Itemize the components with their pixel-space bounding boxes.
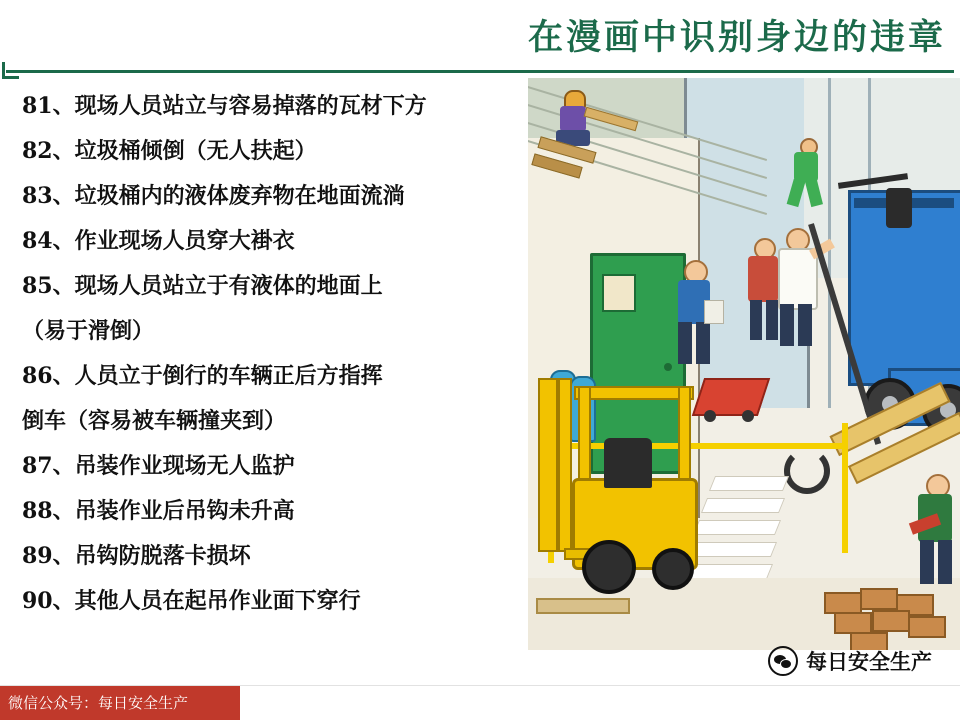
list-item: 87、吊装作业现场无人监护 xyxy=(22,453,295,479)
floor-marking-line xyxy=(842,423,848,553)
wechat-icon xyxy=(768,646,798,676)
brick xyxy=(824,592,862,614)
worker-leg xyxy=(766,300,778,340)
list-item: 85、现场人员站立于有液体的地面上 xyxy=(22,273,383,299)
header-divider xyxy=(6,70,954,73)
wechat-badge xyxy=(768,646,932,676)
wechat-label: 每日安全生产 xyxy=(806,649,932,674)
worker-torso xyxy=(748,256,778,302)
crane-hook xyxy=(784,448,830,494)
forklift-wheel xyxy=(652,548,694,590)
worker-leg xyxy=(938,540,952,584)
brick xyxy=(860,588,898,610)
list-item: 83、垃圾桶内的液体废弃物在地面流淌 xyxy=(22,183,405,209)
crosswalk-stripe xyxy=(709,476,789,491)
red-cart xyxy=(692,378,770,416)
list-item: 82、垃圾桶倾倒（无人扶起） xyxy=(22,138,317,164)
list-item: 倒车（容易被车辆撞夹到） xyxy=(22,408,287,434)
list-item: 81、现场人员站立与容易掉落的瓦材下方 xyxy=(22,93,427,119)
forklift-mast xyxy=(538,378,558,552)
slide-header xyxy=(0,0,960,72)
cart-wheel xyxy=(742,410,754,422)
violation-list xyxy=(22,84,532,624)
cartoon-illustration xyxy=(528,78,960,650)
footer-source-bar xyxy=(0,686,240,720)
list-item: 84、作业现场人员穿大褂衣 xyxy=(22,228,295,254)
door-window xyxy=(602,274,636,312)
pallet xyxy=(536,598,630,614)
worker-leg xyxy=(678,322,692,364)
cart-wheel xyxy=(704,410,716,422)
forklift-seat xyxy=(604,438,652,488)
list-item: 89、吊钩防脱落卡损坏 xyxy=(22,543,251,569)
crosswalk-stripe xyxy=(701,498,785,513)
footer-source-text: 微信公众号：每日安全生产 xyxy=(8,694,189,712)
supervisor-leg xyxy=(780,304,794,346)
page-title: 在漫画中识别身边的违章 xyxy=(527,17,946,58)
list-item: 90、其他人员在起吊作业面下穿行 xyxy=(22,588,361,614)
worker-clipboard xyxy=(704,300,724,324)
worker-leg xyxy=(920,540,934,584)
roof-worker-torso xyxy=(560,106,586,132)
header-corner-accent xyxy=(2,62,19,79)
list-item: 88、吊装作业后吊钩未升高 xyxy=(22,498,295,524)
worker-leg xyxy=(696,322,710,364)
crane-hook-block xyxy=(886,188,912,228)
forklift-post xyxy=(578,386,591,490)
brick xyxy=(908,616,946,638)
brick xyxy=(834,612,872,634)
list-item: （易于滑倒） xyxy=(22,318,155,344)
supervisor-leg xyxy=(798,304,812,346)
forklift-canopy xyxy=(574,386,694,400)
running-worker-torso xyxy=(794,152,818,182)
worker-leg xyxy=(750,300,762,340)
crosswalk-stripe xyxy=(693,520,781,535)
forklift-wheel xyxy=(582,540,636,594)
floor-marking-line xyxy=(548,443,848,449)
forklift-post xyxy=(678,386,691,490)
list-item: 86、人员立于倒行的车辆正后方指挥 xyxy=(22,363,383,389)
door-knob xyxy=(664,363,672,371)
brick xyxy=(872,610,910,632)
crosswalk-stripe xyxy=(685,542,777,557)
forklift-mast xyxy=(558,378,572,552)
